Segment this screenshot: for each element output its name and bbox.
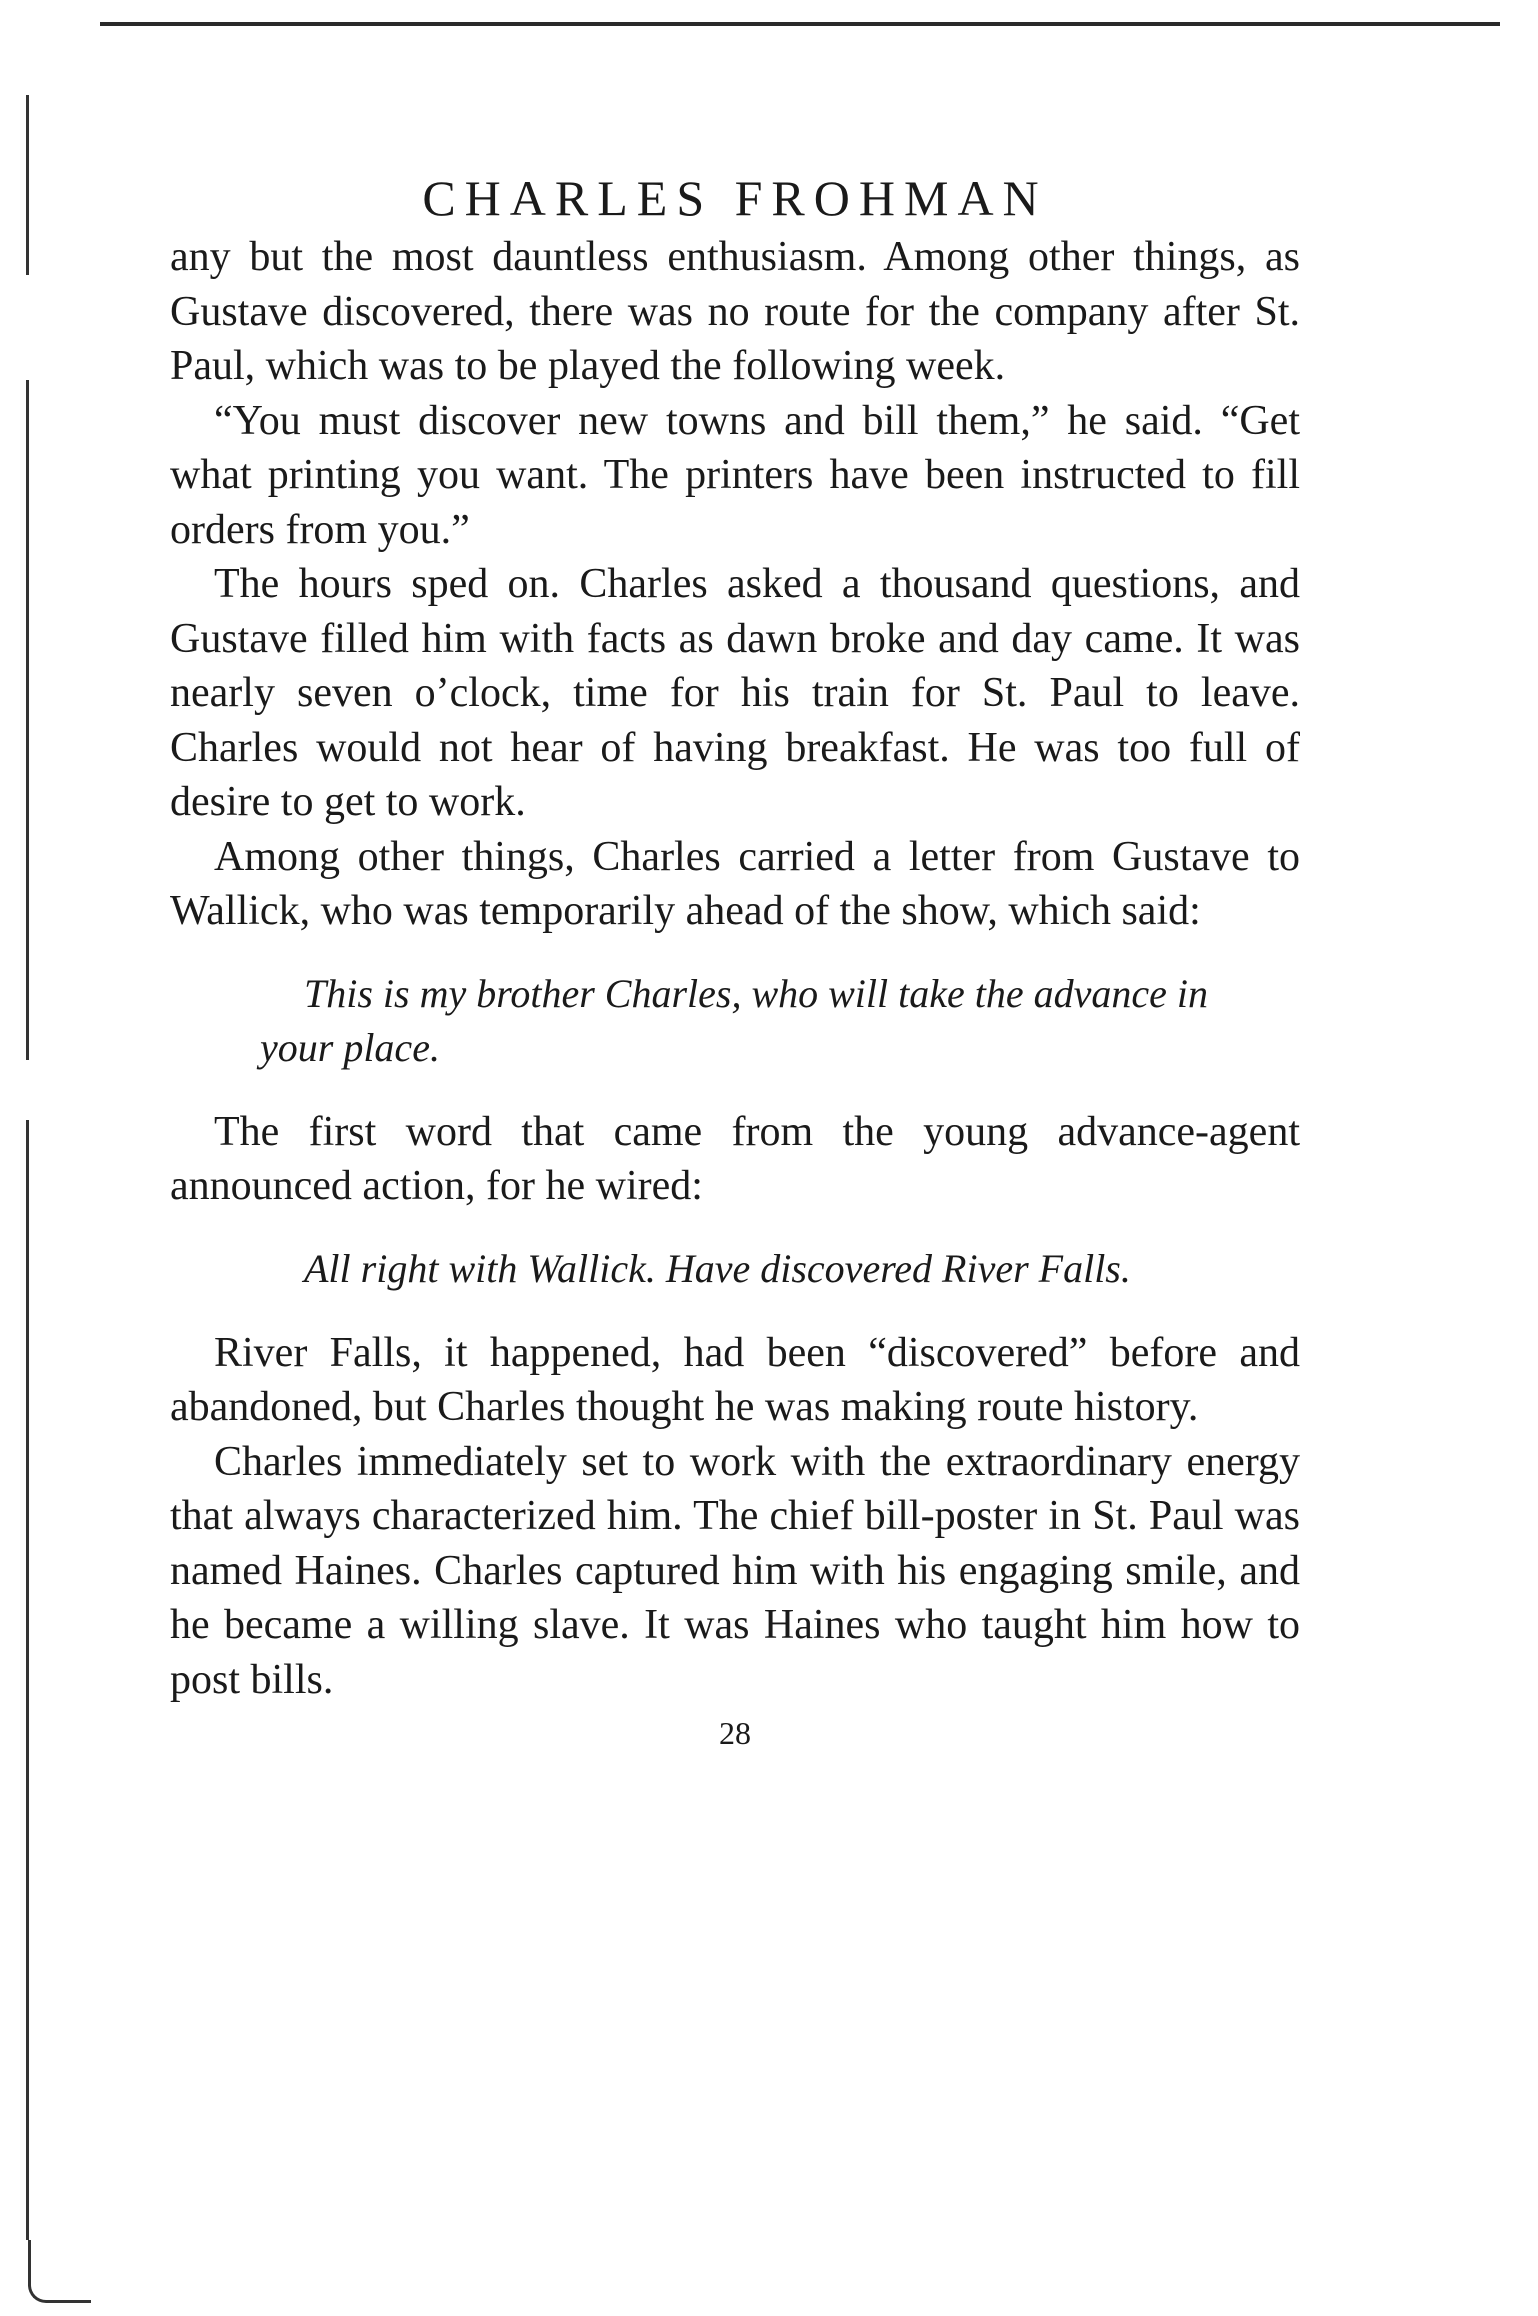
book-page (170, 150, 1300, 1752)
top-rule (100, 22, 1500, 26)
left-page-edge (26, 380, 29, 1060)
paragraph: Charles immediately set to work with the extraordinary energy that always characterized him. The chief bill-poster in St. Paul was named Haines. Charles captured him with his engaging smile, and he became a willing slave. It was Haines who taught him how to post bills. (170, 1438, 1300, 1703)
paragraph: The hours sped on. Charles asked a thousand questions, and Gustave filled him with facts as dawn broke and day came. It was nearly seven o’clock, time for his train for St. Paul to leave. Charles would not hear of having breakfast. He was too full of desire to get to work. (170, 561, 1300, 825)
left-page-edge (26, 95, 29, 275)
running-head: CHARLES FROHMAN (422, 170, 1048, 226)
block-quote-telegram: All right with Wallick. Have discovered River Falls. (304, 1245, 1131, 1291)
paragraph: “You must discover new towns and bill them,” he said. “Get what printing you want. The printers have been instructed to fill orders from you.” (170, 397, 1300, 553)
left-page-edge (26, 1120, 29, 2240)
paragraph: River Falls, it happened, had been “discovered” before and abandoned, but Charles thought he was making route history. (170, 1329, 1300, 1430)
block-quote-letter: This is my brother Charles, who will take the advance in your place. (260, 970, 1209, 1070)
paragraph: Among other things, Charles carried a letter from Gustave to Wallick, who was temporarily ahead of the show, which said: (170, 833, 1300, 934)
paragraph: The first word that came from the young advance-agent announced action, for he wired: (170, 1108, 1300, 1209)
paragraph: any but the most dauntless enthusiasm. Among other things, as Gustave discovered, there was no route for the company after St. Paul, which was to be played the following week. (170, 234, 1300, 389)
page-number: 28 (719, 1715, 751, 1751)
page-corner (28, 2240, 91, 2303)
